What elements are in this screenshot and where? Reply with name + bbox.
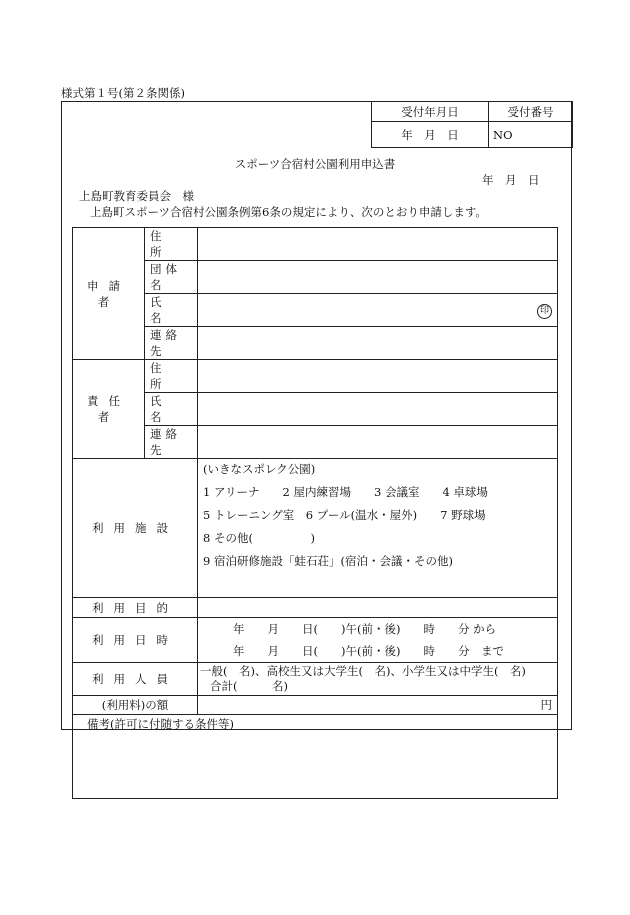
facility-options (198, 459, 558, 598)
intro-text: 上島町スポーツ合宿村公園条例第6条の規定により、次のとおり申請します。 (90, 205, 487, 219)
fee-input[interactable] (198, 696, 558, 715)
application-date[interactable]: 年 月 日 (482, 173, 540, 187)
reception-date-value[interactable]: 年 月 日 (372, 122, 489, 148)
responsible-address-input[interactable] (198, 360, 558, 393)
responsible-name-input[interactable] (198, 393, 558, 426)
applicant-name-label: 氏 名 (145, 294, 198, 327)
datetime-label: 利用日時 (73, 618, 198, 663)
remarks-field[interactable] (73, 715, 558, 799)
datetime-input[interactable] (198, 618, 558, 663)
fee-label: (利用料)の額 (73, 696, 198, 715)
responsible-contact-input[interactable] (198, 426, 558, 459)
responsible-name-label: 氏 名 (145, 393, 198, 426)
facility-option-row[interactable]: 8 その他( ) (203, 531, 315, 545)
datetime-from: 年 月 日( )午(前・後) 時 分 から (233, 622, 497, 636)
people-label: 利用人員 (73, 663, 198, 696)
responsible-address-label: 住 所 (145, 360, 198, 393)
applicant-group-input[interactable] (198, 261, 558, 294)
datetime-to: 年 月 日( )午(前・後) 時 分 まで (233, 644, 504, 658)
people-input[interactable] (198, 663, 558, 696)
applicant-contact-label: 連絡先 (145, 327, 198, 360)
applicant-group-label: 団体名 (145, 261, 198, 294)
purpose-label: 利用目的 (73, 598, 198, 618)
facility-label: 利用施設 (73, 459, 198, 598)
form-code: 様式第１号(第２条関係) (61, 86, 185, 100)
reception-number-value[interactable]: NO (489, 122, 573, 148)
applicant-label: 申請者 (73, 228, 145, 360)
people-breakdown: 一般( 名)、高校生又は大学生( 名)、小学生又は中学生( 名) (200, 664, 526, 678)
applicant-address-input[interactable] (198, 228, 558, 261)
seal-icon: 印 (537, 304, 552, 319)
fee-unit: 円 (540, 698, 552, 712)
form-title: スポーツ合宿村公園利用申込書 (234, 157, 396, 171)
facility-option-row[interactable]: 1 アリーナ 2 屋内練習場 3 会議室 4 卓球場 (203, 485, 488, 499)
facility-option-row[interactable]: 9 宿泊研修施設「蛙石荘」(宿泊・会議・その他) (203, 554, 453, 568)
responsible-contact-label: 連絡先 (145, 426, 198, 459)
remarks-label: 備考(許可に付随する条件等) (87, 717, 234, 731)
applicant-contact-input[interactable] (198, 327, 558, 360)
applicant-address-label: 住 所 (145, 228, 198, 261)
responsible-label: 責任者 (73, 360, 145, 459)
addressee: 上島町教育委員会 様 (79, 189, 194, 203)
application-table (72, 227, 558, 799)
people-total: 合計( 名) (210, 679, 288, 693)
reception-date-header: 受付年月日 (372, 102, 489, 122)
reception-number-header: 受付番号 (489, 102, 573, 122)
purpose-input[interactable] (198, 598, 558, 618)
applicant-name-input[interactable] (198, 294, 558, 327)
reception-box (371, 101, 573, 148)
facility-park-name: (いきなスポレク公園) (203, 462, 316, 476)
facility-option-row[interactable]: 5 トレーニング室 6 プール(温水・屋外) 7 野球場 (203, 508, 486, 522)
